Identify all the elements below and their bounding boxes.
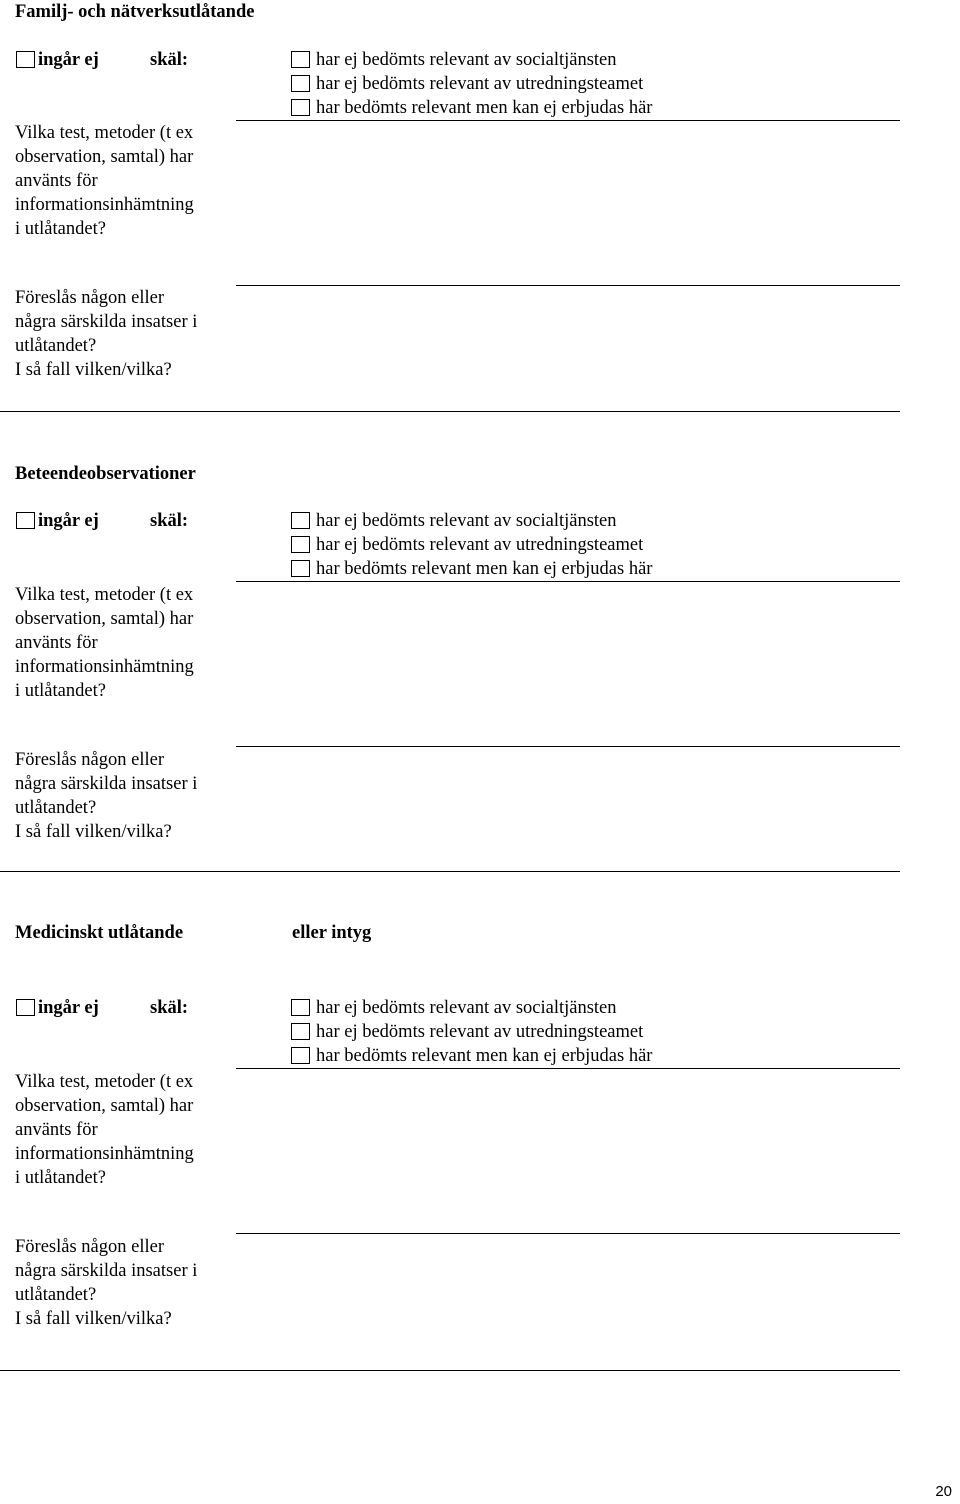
methods-question: Vilka test, metoder (t ex observation, samtal) har använts för informationsinhämtning i utlåtandet? [15,1072,194,1188]
reason-checkbox-ej-erbjudas[interactable] [291,560,310,577]
section-divider [0,871,900,872]
answer-line [236,1233,900,1234]
ingar-ej-label: ingår ej [38,50,99,70]
reason-label-utredningsteamet: har ej bedömts relevant av utredningsteamet [316,74,644,94]
reason-checkbox-socialtjansten[interactable] [291,51,310,68]
section-heading-extra: eller intyg [292,923,372,943]
reason-label-socialtjansten: har ej bedömts relevant av socialtjänsten [316,50,617,70]
reason-label-ej-erbjudas: har bedömts relevant men kan ej erbjudas här [316,1046,653,1066]
reason-label-ej-erbjudas: har bedömts relevant men kan ej erbjudas här [316,98,653,118]
answer-line [236,1068,900,1069]
section-divider [0,1370,900,1371]
ingar-ej-label: ingår ej [38,511,99,531]
skal-label: skäl: [150,511,189,531]
ingar-ej-checkbox[interactable] [16,999,35,1016]
ingar-ej-checkbox[interactable] [16,512,35,529]
methods-question: Vilka test, metoder (t ex observation, samtal) har använts för informationsinhämtning i utlåtandet? [15,123,194,239]
reason-checkbox-ej-erbjudas[interactable] [291,1047,310,1064]
reason-checkbox-ej-erbjudas[interactable] [291,99,310,116]
measures-question: Föreslås någon eller några särskilda insatser i utlåtandet? I så fall vilken/vilka? [15,1237,198,1329]
page-number: 20 [935,1483,952,1500]
section-heading-medicinskt: Medicinskt utlåtande [15,923,184,943]
reason-label-utredningsteamet: har ej bedömts relevant av utredningsteamet [316,1022,644,1042]
reason-label-utredningsteamet: har ej bedömts relevant av utredningsteamet [316,535,644,555]
answer-line [236,120,900,121]
skal-label: skäl: [150,998,189,1018]
methods-question: Vilka test, metoder (t ex observation, samtal) har använts för informationsinhämtning i utlåtandet? [15,585,194,701]
ingar-ej-label: ingår ej [38,998,99,1018]
measures-question: Föreslås någon eller några särskilda insatser i utlåtandet? I så fall vilken/vilka? [15,288,198,380]
reason-checkbox-socialtjansten[interactable] [291,512,310,529]
ingar-ej-checkbox[interactable] [16,51,35,68]
reason-label-socialtjansten: har ej bedömts relevant av socialtjänsten [316,511,617,531]
reason-checkbox-utredningsteamet[interactable] [291,75,310,92]
section-heading-beteende: Beteendeobservationer [15,464,196,484]
skal-label: skäl: [150,50,189,70]
reason-checkbox-utredningsteamet[interactable] [291,536,310,553]
reason-checkbox-utredningsteamet[interactable] [291,1023,310,1040]
measures-question: Föreslås någon eller några särskilda insatser i utlåtandet? I så fall vilken/vilka? [15,750,198,842]
answer-line [236,285,900,286]
reason-label-socialtjansten: har ej bedömts relevant av socialtjänsten [316,998,617,1018]
section-heading-familj: Familj- och nätverksutlåtande [15,2,255,22]
answer-line [236,581,900,582]
reason-label-ej-erbjudas: har bedömts relevant men kan ej erbjudas här [316,559,653,579]
reason-checkbox-socialtjansten[interactable] [291,999,310,1016]
answer-line [236,746,900,747]
section-divider [0,411,900,412]
